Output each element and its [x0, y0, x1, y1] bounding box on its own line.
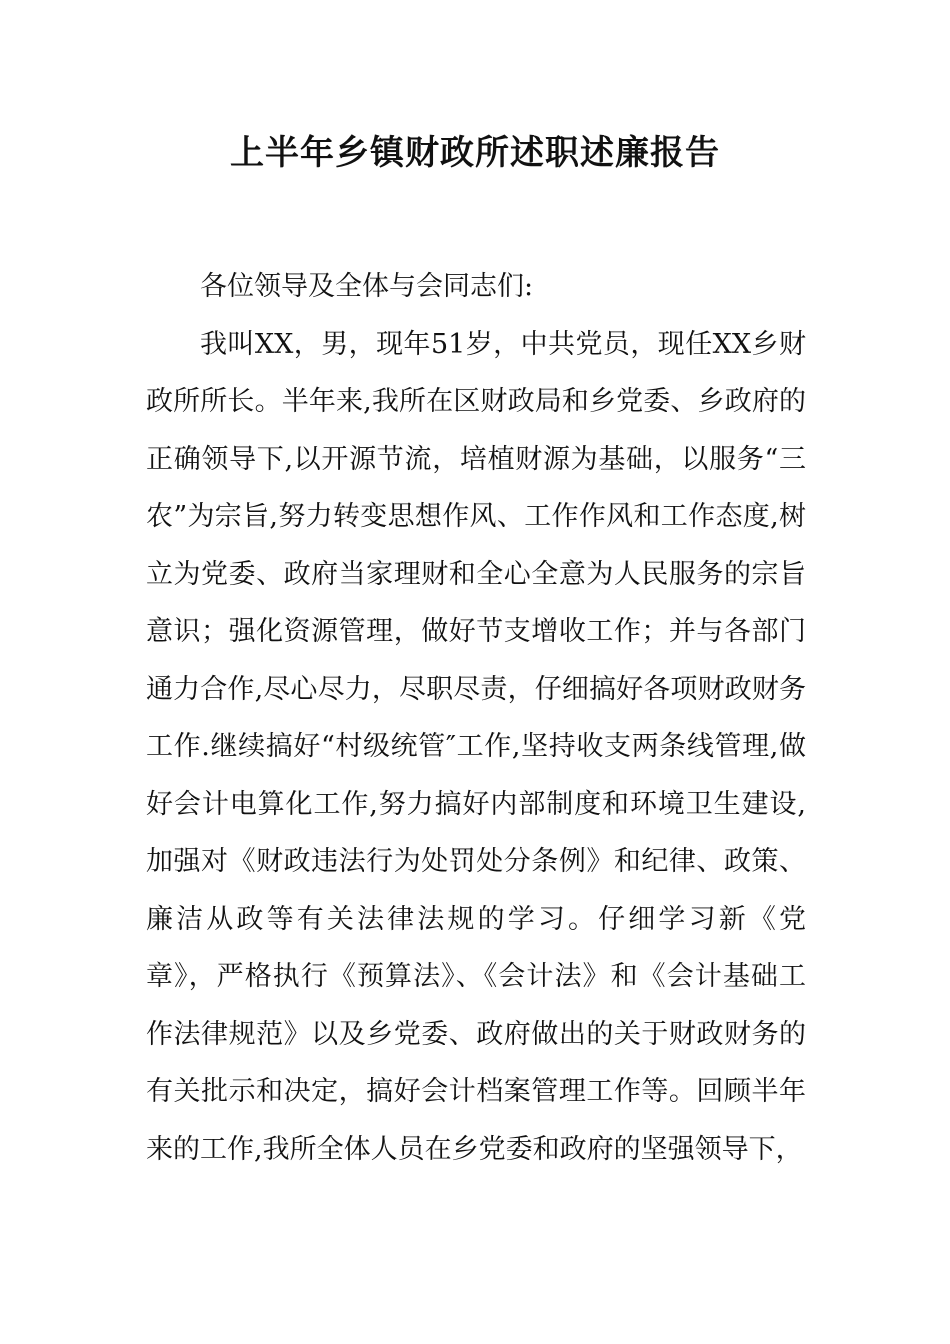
document-title: 上半年乡镇财政所述职述廉报告 [230, 133, 720, 173]
document-body [146, 258, 806, 1178]
body-paragraph: 我叫XX，男，现年51岁，中共党员，现任XX乡财政所所长。半年来,我所在区财政局和乡党委、乡政府的正确领导下,以开源节流，培植财源为基础，以服务“三农”为宗旨,努力转变思想作风、工作作风和工作态度,树立为党委、政府当家理财和全心全意为人民服务的宗旨意识；强化资源管理，做好节支增收工作；并与各部门通力合作,尽心尽力，尽职尽责，仔细搞好各项财政财务工作.继续搞好“村级统管″工作,坚持收支两条线管理,做好会计电算化工作,努力搞好内部制度和环境卫生建设,加强对《财政违法行为处罚处分条例》和纪律、政策、廉洁从政等有关法律法规的学习。仔细学习新《党章》，严格执行《预算法》、《会计法》和《会计基础工作法律规范》以及乡党委、政府做出的关于财政财务的有关批示和决定，搞好会计档案管理工作等。回顾半年来的工作,我所全体人员在乡党委和政府的坚强领导下， [146, 328, 806, 1165]
greeting-paragraph: 各位领导及全体与会同志们: [200, 271, 534, 302]
